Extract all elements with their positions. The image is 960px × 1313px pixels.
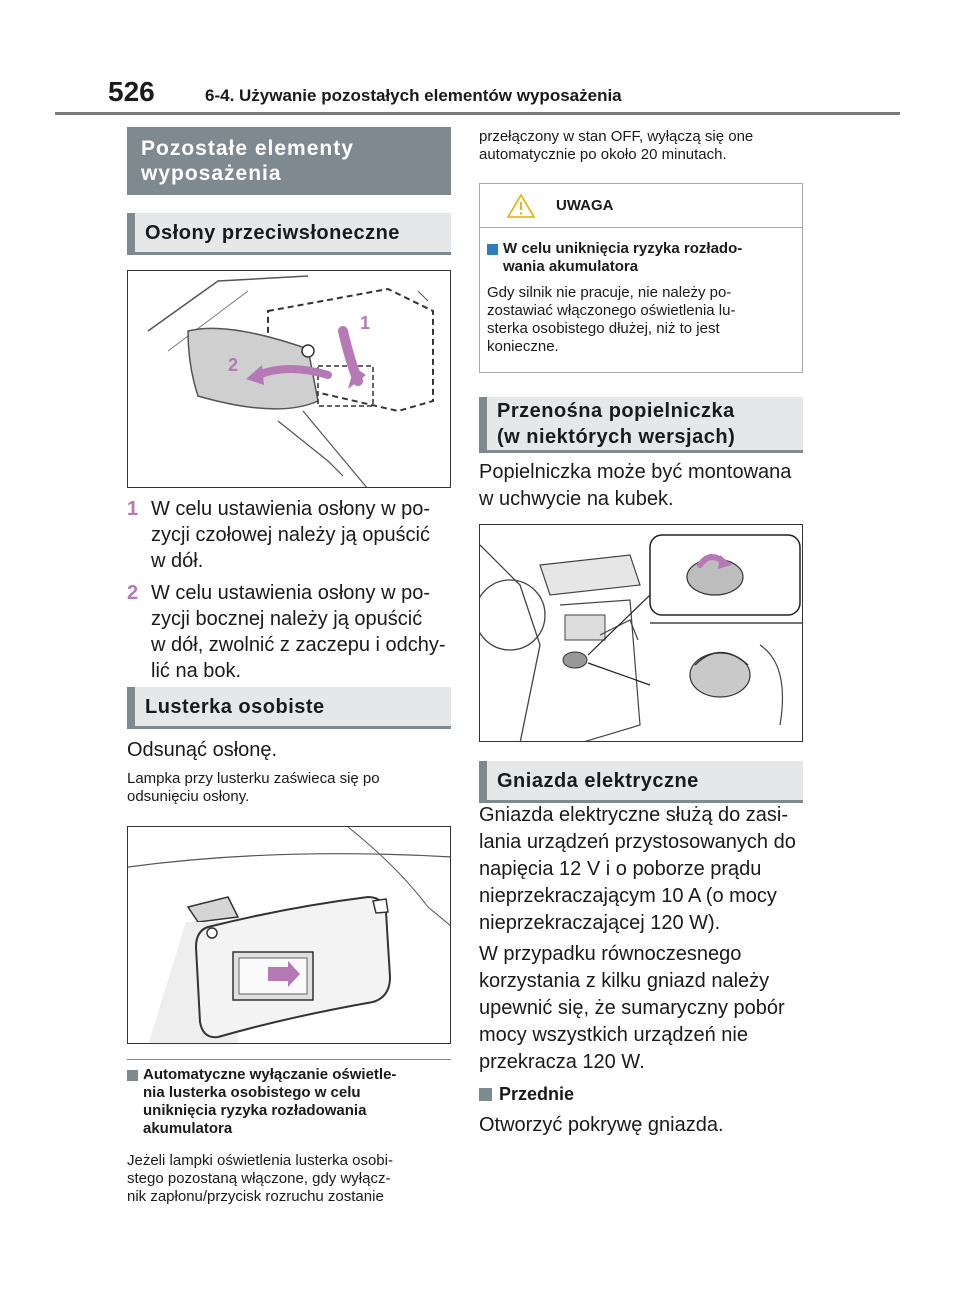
body-line: automatycznie po około 20 minutach. [479, 146, 727, 163]
step-number: 2 [127, 582, 139, 604]
step-text-line: w dół. [151, 550, 204, 572]
warning-sub-heading [487, 240, 742, 276]
vanity-mirror-drawing [128, 827, 451, 1044]
body-line: konieczne. [487, 338, 559, 355]
step-text-line: zycji bocznej należy ją opuścić [151, 608, 423, 630]
body-line: Popielniczka może być montowana [479, 461, 792, 483]
warning-label: UWAGA [556, 197, 614, 214]
body-line: przekracza 120 W. [479, 1051, 645, 1073]
body-line: Gdy silnik nie pracuje, nie należy po- [487, 284, 732, 301]
sun-visor-step-1 [127, 496, 457, 574]
step-text-line: lić na bok. [151, 660, 242, 682]
step-text-line: zycji czołowej należy ją opuścić [151, 524, 431, 546]
front-outlet-heading [479, 1084, 574, 1105]
power-outlets-text-2 [479, 941, 809, 1076]
body-line: nieprzekraczającym 10 A (o mocy [479, 885, 777, 907]
section-divider [127, 1059, 451, 1060]
main-heading [127, 127, 451, 195]
step-text-line: W celu ustawienia osłony w po- [151, 498, 431, 520]
ashtray-heading [479, 397, 803, 453]
body-line: nieprzekraczającej 120 W). [479, 912, 721, 934]
body-line: korzystania z kilku gniazd należy [479, 970, 770, 992]
main-heading-line-2: wyposażenia [141, 162, 282, 185]
sun-visor-illustration [127, 270, 451, 488]
page-number: 526 [108, 76, 155, 107]
auto-off-body [127, 1152, 457, 1206]
bullet-square-icon [479, 1088, 492, 1101]
vanity-mirrors-note [127, 770, 380, 806]
body-line: sterka osobistego dłużej, niż to jest [487, 320, 720, 337]
auto-off-heading [127, 1066, 457, 1138]
ashtray-drawing [480, 525, 803, 742]
callout-2: 2 [228, 355, 239, 375]
front-outlet-heading-text: Przednie [499, 1084, 575, 1104]
body-line: zostawiać włączonego oświetlenia lu- [487, 302, 736, 319]
heading-line: wania akumulatora [503, 258, 639, 275]
warning-header [480, 184, 802, 228]
heading-line: akumulatora [143, 1120, 233, 1137]
warning-body [487, 284, 735, 356]
main-heading-line-1: Pozostałe elementy [141, 137, 354, 160]
front-outlet-text: Otworzyć pokrywę gniazda. [479, 1114, 724, 1136]
ashtray-illustration [479, 524, 803, 742]
heading-line: uniknięcia ryzyka rozładowania [143, 1102, 367, 1119]
sun-visor-drawing [128, 271, 451, 488]
body-line: stego pozostaną włączone, gdy wyłącz- [127, 1170, 391, 1187]
header-rule [55, 112, 900, 115]
body-line: Jeżeli lampki oświetlenia lusterka osobi- [127, 1152, 393, 1169]
ashtray-text [479, 459, 809, 513]
body-line: W przypadku równoczesnego [479, 943, 742, 965]
body-line: upewnić się, że sumaryczny pobór [479, 997, 785, 1019]
power-outlets-heading: Gniazda elektryczne [479, 761, 803, 803]
bullet-square-icon [127, 1070, 138, 1081]
body-line: przełączony w stan OFF, wyłączą się one [479, 128, 754, 145]
sun-visors-heading: Osłony przeciwsłoneczne [127, 213, 451, 255]
step-number: 1 [127, 498, 139, 520]
step-text-line: W celu ustawienia osłony w po- [151, 582, 431, 604]
warning-box [479, 183, 803, 373]
bullet-square-icon [487, 244, 498, 255]
heading-line: nia lusterka osobistego w celu [143, 1084, 361, 1101]
heading-line: Przenośna popielniczka [497, 399, 735, 422]
body-line: w uchwycie na kubek. [479, 488, 674, 510]
body-line: napięcia 12 V i o poborze prądu [479, 858, 762, 880]
vanity-mirrors-text: Odsunąć osłonę. [127, 739, 278, 761]
vanity-mirror-illustration [127, 826, 451, 1044]
sun-visor-step-2 [127, 580, 457, 684]
continuation-text [479, 128, 809, 164]
body-line: Gniazda elektryczne służą do zasi- [479, 804, 789, 826]
warning-triangle-icon [506, 193, 536, 219]
section-title: 6-4. Używanie pozostałych elementów wyposażenia [205, 86, 622, 105]
vanity-mirrors-heading: Lusterka osobiste [127, 687, 451, 729]
callout-1: 1 [360, 313, 371, 333]
body-line: nik zapłonu/przycisk rozruchu zostanie [127, 1188, 384, 1205]
body-line: mocy wszystkich urządzeń nie [479, 1024, 748, 1046]
heading-line: (w niektórych wersjach) [497, 425, 736, 448]
note-line: odsunięciu osłony. [127, 788, 250, 805]
note-line: Lampka przy lusterku zaświeca się po [127, 770, 380, 787]
body-line: lania urządzeń przystosowanych do [479, 831, 796, 853]
step-text-line: w dół, zwolnić z zaczepu i odchy- [151, 634, 446, 656]
heading-line: W celu uniknięcia ryzyka rozłado- [503, 240, 743, 257]
heading-line: Automatyczne wyłączanie oświetle- [143, 1066, 397, 1083]
power-outlets-text-1 [479, 802, 809, 937]
